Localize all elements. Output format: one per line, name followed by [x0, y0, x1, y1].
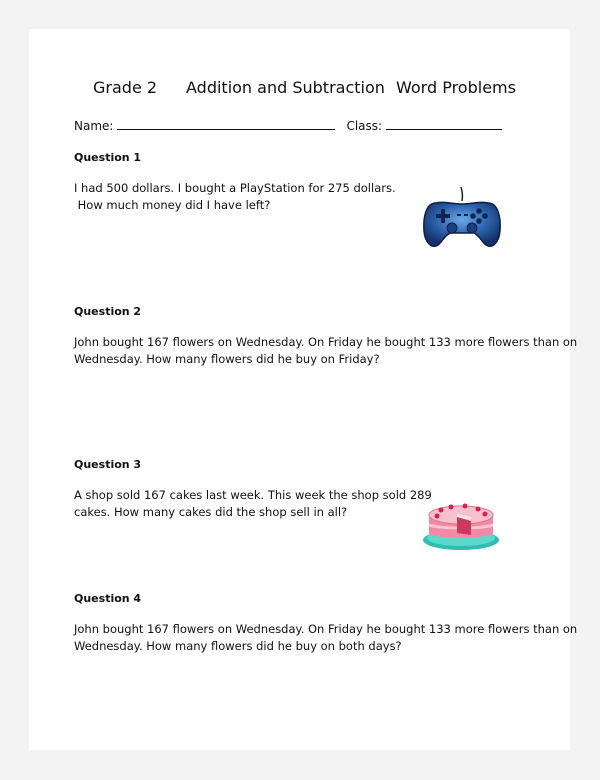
question-2-text	[74, 334, 577, 368]
worksheet-page	[29, 29, 578, 750]
question-4-text	[74, 621, 577, 655]
game-controller-icon	[422, 187, 502, 253]
question-4-line-1: John bought 167 flowers on Wednesday. On Friday he bought 133 more flowers than on	[74, 622, 578, 636]
question-1-text	[74, 180, 396, 214]
question-3-line-1: A shop sold 167 cakes last week. This week the shop sold 289	[74, 488, 432, 502]
name-label: Name:	[74, 119, 114, 133]
title-topic: Addition and Subtraction	[186, 78, 385, 97]
question-1-line-2: How much money did I have left?	[74, 198, 271, 212]
title-grade: Grade 2	[93, 78, 158, 97]
title-type: Word Problems	[396, 78, 516, 97]
question-4-heading: Question 4	[74, 592, 142, 605]
question-2-line-2: Wednesday. How many flowers did he buy on Friday?	[74, 352, 380, 366]
question-3-heading: Question 3	[74, 458, 142, 471]
question-2-line-1: John bought 167 flowers on Wednesday. On Friday he bought 133 more flowers than on	[74, 335, 578, 349]
question-3-text	[74, 487, 432, 521]
question-3-line-2: cakes. How many cakes did the shop sell in all?	[74, 505, 348, 519]
name-field[interactable]	[117, 117, 335, 130]
class-label: Class:	[346, 119, 383, 133]
cake-icon	[421, 495, 501, 553]
question-4-line-2: Wednesday. How many flowers did he buy on both days?	[74, 639, 402, 653]
question-1-heading: Question 1	[74, 151, 142, 164]
question-2-heading: Question 2	[74, 305, 142, 318]
class-field[interactable]	[386, 117, 502, 130]
question-1-line-1: I had 500 dollars. I bought a PlayStation for 275 dollars.	[74, 181, 396, 195]
name-class-row	[74, 117, 502, 133]
